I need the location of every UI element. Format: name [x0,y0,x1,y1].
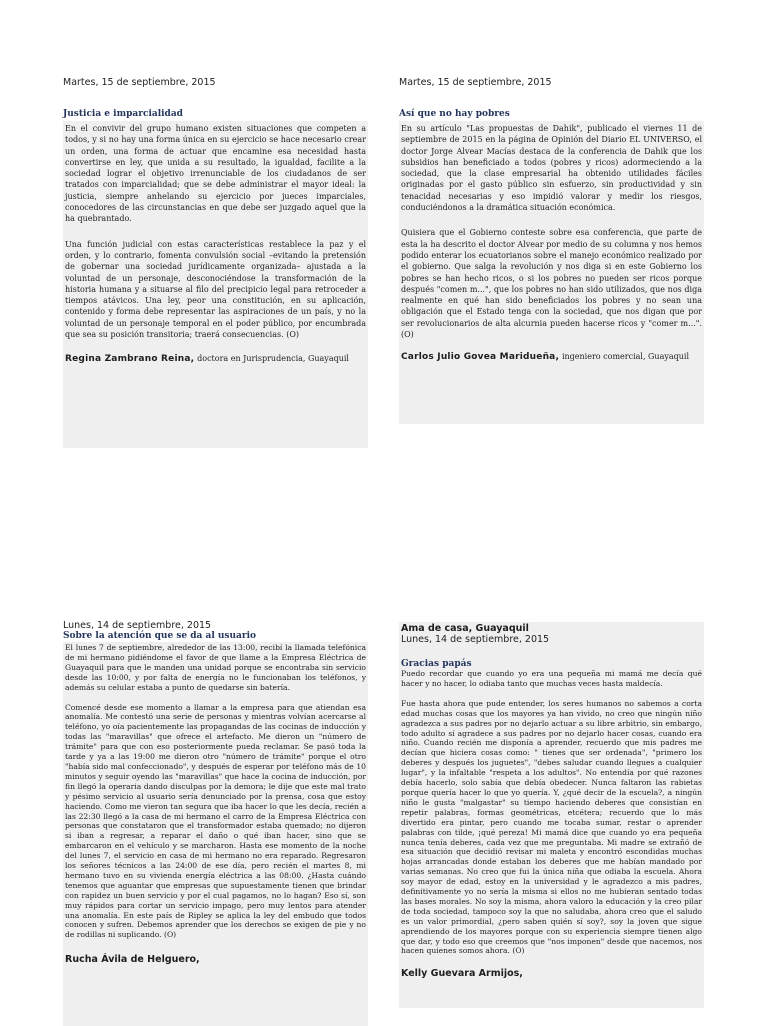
author-description: ingeniero comercial, Guayaquil [561,352,690,362]
letter-paragraph: El lunes 7 de septiembre, alrededor de las 13:00, recibí la llamada telefónica de mi hermano pidiéndome el favor de que llame a la Empresa Eléctrica de Guayaquil para que le manden una unidad porque se encontraba sin servicio desde las 10:00, y por falta de energía no le funcionaban los teléfonos, y además su celular estaba a punto de quedarse sin batería. [65,643,366,692]
letter-pobres [399,77,704,424]
letter-title: Gracias papás [401,659,472,669]
letter-title: Sobre la atención que se da al usuario [63,631,257,641]
letter-date: Lunes, 14 de septiembre, 2015 [401,634,550,645]
letter-title: Justicia e imparcialidad [63,109,183,119]
letter-paragraph: Comencé desde ese momento a llamar a la empresa para que atiendan esa anomalía. Me contestó una serie de personas y mientras volvían acercarse al teléfono, yo oía pacientemente las propagandas de las cocinas de inducción y todas las "maravillas" que ofrece el artefacto. Me dieron un "número de trámite" para que con eso posteriormente pueda reclamar. Se pasó toda la tarde y ya a las 19:00 me dieron otro "número de trámite" porque el otro "había sido mal confeccionado", y después de esperar por teléfono más de 10 minutos y seguir oyendo las "maravillas" que hace la cocina de inducción, por fin llegó la operaria dando disculpas por la demora; le dije que este mal trato y pésimo servicio al usuario sería denunciado por la prensa, cosa que estoy haciendo. Como me vieron tan segura que iba hacer lo que les decía, recién a las 22:30 llegó a la casa de mi hermano el carro de la Empresa Eléctrica con personas que constataron que el transformador estaba quemado; no dijeron si iban a regresar, a reparar el daño o qué iban hacer, sino que se embarcaron en el vehículo y se marcharon. Hasta ese momento de la noche del lunes 7, el servicio en casa de mi hermano no era reparado. Regresaron los señores técnicos a las 24:00 de ese día, pero recién el martes 8, mi hermano tuvo en su vivienda energía eléctrica a las 08:00. ¿Hasta cuándo tenemos que aguantar que empresas que supuestamente tienen que brindar con rapidez un buen servicio y por el cual pagamos, no lo hagan? Eso sí, son muy rápidos para cortar un servicio impago, pero muy lentos para atender una anomalía. En este país de Ripley se aplica la ley del embudo que todos conocen y sufren. Debemos aprender que los derechos se exigen de pie y no de rodillas ni suplicando. (O) [65,702,366,940]
letter-justicia [63,77,368,448]
letter-body [399,121,704,424]
letter-date: Martes, 15 de septiembre, 2015 [399,77,552,88]
letter-paragraph: En el convivir del grupo humano existen situaciones que competen a todos, y si no hay una forma única en su ejercicio se hace necesario crear un orden, una forma de actuar que encamine esa necesidad hasta convertirse en ley, que unida a su resultado, la igualdad, facilite a la sociedad lograr el objetivo irrenunciable de los ciudadanos de ser tratados con imparcialidad; que se debe administrar el mayor ideal: la justicia, siempre anhelando su ejercicio por jueces imparciales, conocedores de las circunstancias en que debe ser juzgado aquel que la ha quebrantado. [65,124,366,224]
letter-paragraph: Fue hasta ahora que pude entender, los seres humanos no sabemos a corta edad muchas cosas que los mayores ya han vivido, no creo que ningún niño agradezca a sus padres por no dejarlo actuar a su libre arbitrio, sin embargo, todo adulto sí agradece a sus padres por no dejarlo hacer cosas, cuando era niño. Cuando recién me disponía a aprender, recuerdo que mis padres me decían que hiciera cosas como: " tienes que ser ordenada", "primero los deberes y después los juguetes", "debes saludar cuando llegues a cualquier lugar", y la infaltable "respeta a los adultos". No entendía por qué razones debía hacerlo, solo sabía que debía obedecer. Nunca faltaron las rabietas porque quería hacer lo que yo quería. Y, ¿qué decir de la escuela?, a ningún niño le gusta "malgastar" su tiempo haciendo deberes que consistían en repetir palabras, formas geométricas, etcétera; recuerdo que lo más divertido era pintar, pero cuando me tocaba sumar, restar o aprender palabras con tilde, ¡qué pereza! Mi mamá dice que cuando yo era pequeña nunca tenía deberes, cada vez que me preguntaba. Mi madre se extrañó de esa situación que decidió revisar mi maleta y encontró escondidas muchas hojas arrancadas donde estaban los deberes que me habían mandado por varias semanas. No creo que fui la única niña que odiaba la escuela. Ahora soy mayor de edad, estoy en la universidad y le agradezco a mis padres, definitivamente yo no sería la misma si ellos no me hubieran sentado todas las bases morales. No soy la misma, ahora valoro la educación y la creo pilar de toda sociedad, tampoco soy la que no saludaba, ahora creo que el saludo es un valor primordial, ¿pero saben quién sí soy?, soy la joven que sigue aprendiendo de los mayores porque con su experiencia siempre tienen algo que dar, y todo eso que creemos que "nos imponen" desde que nacemos, nos hacen quienes somos ahora. (O) [401,698,702,956]
previous-author-desc: Ama de casa, Guayaquil [401,623,529,634]
letter-body [63,642,368,1026]
author-name: Regina Zambrano Reina, [65,354,195,365]
author-description: doctora en Jurisprudencia, Guayaquil [197,354,349,364]
letter-paragraph: Quisiera que el Gobierno conteste sobre esa conferencia, que parte de esta la ha descrito el doctor Alvear por medio de su columna y nos hemos podido enterar los ecuatorianos sobre el manejo económico realizado por el gobierno. Que salga la revolución y nos diga si en este Gobierno los pobres se han hecho ricos, o si los pobres no pueden ser ricos porque después "comen m...", que los pobres no han sido utilizados, que nos diga realmente en qué han sido beneficiados los pobres y no sean una obligación que el Estado tenga con la sociedad, que nos digan que por ser revolucionarios de alta alcurnia pueden hacerse ricos y "comer m...". (O) [401,228,702,340]
letter-signature [65,354,366,364]
letter-paragraph: Puedo recordar que cuando yo era una pequeña mi mamá me decía qué hacer y no hacer, lo odiaba tanto que muchas veces hasta maldecía. [401,669,702,688]
letter-gracias [399,622,704,1008]
letter-body [399,622,704,1008]
author-name: Rucha Ávila de Helguero, [65,954,200,966]
author-name: Kelly Guevara Armijos, [401,968,523,980]
letter-atencion [63,620,368,1026]
letter-body [63,121,368,448]
letter-signature [401,352,702,362]
letter-paragraph: Una función judicial con estas características restablece la paz y el orden, y lo contrario, fomenta convulsión social –evitando la pretensión de gobernar una sociedad jurídicamente organizada– ajustada a la voluntad de un personaje, desconociéndose la transformación de la historia humana y a situarse al filo del precipicio legal para retroceder a tiempos atávicos. Una ley, peor una constitución, en su aplicación, contenido y forma debe representar las aspiraciones de un país, y no la voluntad de un personaje temporal en el poder público, por encumbrada que sea su posición transitoria; traerá consecuencias. (O) [65,239,366,340]
letter-title: Así que no hay pobres [399,109,510,119]
letter-date: Martes, 15 de septiembre, 2015 [63,77,216,88]
author-name: Carlos Julio Govea Maridueña, [401,352,560,363]
letter-paragraph: En su artículo "Las propuestas de Dahik", publicado el viernes 11 de septiembre de 2015 en la página de Opinión del Diario EL UNIVERSO, el doctor Jorge Alvear Macías destaca de la conferencia de Dahik que los subsidios han beneficiado a todos (pobres y ricos) adormeciendo a la sociedad, que la clase empresarial ha obtenido utilidades fáciles originadas por el gasto público sin esfuerzo, sin productividad y sin tenacidad necesarias y eso impidió valorar y medir los riesgos, conduciéndonos a la dramática situación económica. [401,124,702,213]
letter-date: Lunes, 14 de septiembre, 2015 [63,620,212,631]
